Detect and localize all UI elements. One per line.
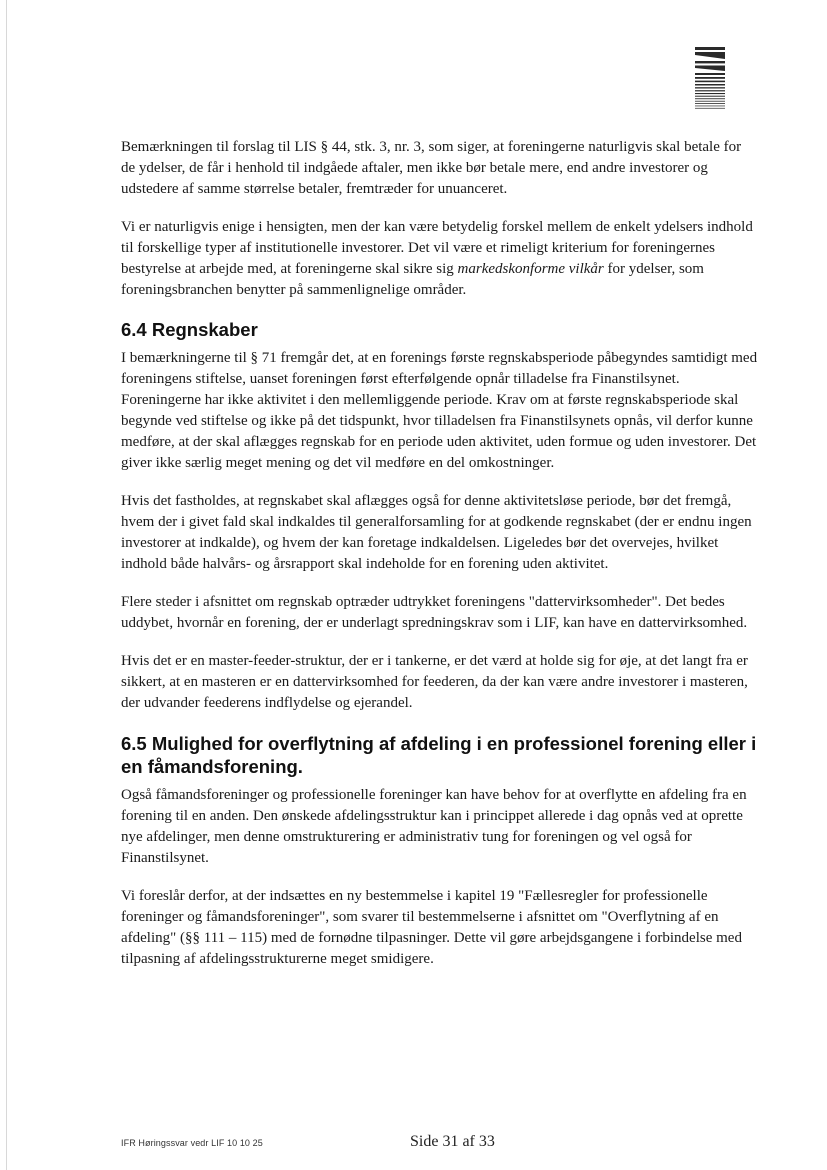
paragraph-2-emphasis: markedskonforme vilkår	[457, 261, 604, 277]
footer-document-reference: IFR Høringssvar vedr LIF 10 10 25	[121, 1138, 263, 1148]
section-heading-6-5: 6.5 Mulighed for overflytning af afdeling i en professionel forening eller i en fåmandsforening.	[121, 733, 757, 777]
paragraph-4: Hvis det fastholdes, at regnskabet skal aflægges også for denne aktivitetsløse periode, bør det fremgå, hvem der i givet fald skal indkaldes til generalforsamling for at godkende regnskabet (der er endnu ingen investorer at indkalde), og hvem der kan foretage indkaldelsen. Ligeledes bør det overvejes, hvilket indhold både halvårs- og årsrapport skal indeholde for en forening uden aktivitet.	[121, 493, 752, 572]
page-left-edge	[6, 0, 7, 1170]
paragraph-7: Også fåmandsforeninger og professionelle foreninger kan have behov for at overflytte en afdeling fra en forening til en anden. Den ønskede afdelingsstruktur kan i princippet allerede i dag opnås ved at oprette nye afdelinger, men denne omstrukturering er administrativ tung for foreningen og vel også for Finanstilsynet.	[121, 787, 747, 866]
striped-logo-icon	[695, 47, 725, 109]
paragraph-2-text-end: for ydelser, som foreningsbranchen benytter på sammenlignelige områder.	[121, 261, 704, 298]
paragraph-8: Vi foreslår derfor, at der indsættes en ny bestemmelse i kapitel 19 "Fællesregler for professionelle foreninger og fåmandsforeninger", som svarer til bestemmelserne i afsnittet om "Overflytning af en afdeling" (§§ 111 – 115) med de fornødne tilpasninger. Dette vil gøre arbejdsgangene i forbindelse med tilpasning af afdelingsstrukturerne meget smidigere.	[121, 888, 742, 967]
paragraph-3: I bemærkningerne til § 71 fremgår det, at en forenings første regnskabsperiode påbegyndes samtidigt med foreningens stiftelse, uanset foreningen først efterfølgende opnår tilladelse fra Finanstilsynet. Foreningerne har ikke aktivitet i den mellemliggende periode. Krav om at første regnskabsperiode skal begynde ved stiftelse og ikke på det tidspunkt, hvor tilladelsen fra Finanstilsynets opnås, vil derfor kunne medføre, at der skal aflægges regnskab for en periode uden aktivitet, uden formue og uden investorer. Det giver ikke særlig meget mening og det vil medføre en del omkostninger.	[121, 350, 758, 471]
paragraph-6: Hvis det er en master-feeder-struktur, der er i tankerne, er det værd at holde sig for øje, at det langt fra er sikkert, at en masteren er en dattervirksomhed for feederen, da der kan være andre investorer i masteren, der udvander feederens indflydelse og ejerandel.	[121, 653, 748, 711]
paragraph-2-text-start: Vi er naturligvis enige i hensigten, men der kan være betydelig forskel mellem de enkelt ydelsers indhold til forskellige typer af institutionelle investorer. Det vil være et rimeligt kriterium for foreningernes bestyrelse at arbejde med, at foreningerne skal sikre sig	[121, 219, 753, 277]
paragraph-1: Bemærkningen til forslag til LIS § 44, stk. 3, nr. 3, som siger, at foreningerne naturligvis skal betale for de ydelser, de får i henhold til indgåede aftaler, men ikke bør betale mere, end andre investorer og udstedere af samme størrelse betaler, fremtræder for unuanceret.	[121, 139, 742, 197]
paragraph-5: Flere steder i afsnittet om regnskab optræder udtrykket foreningens "dattervirksomheder". Det bedes uddybet, hvornår en forening, der er underlagt spredningskrav som i LIF, kan have en dattervirksomhed.	[121, 594, 748, 631]
section-heading-6-4: 6.4 Regnskaber	[121, 319, 258, 340]
paragraph-2	[121, 217, 759, 301]
document-body	[121, 137, 759, 987]
footer-page-number: Side 31 af 33	[410, 1133, 495, 1150]
